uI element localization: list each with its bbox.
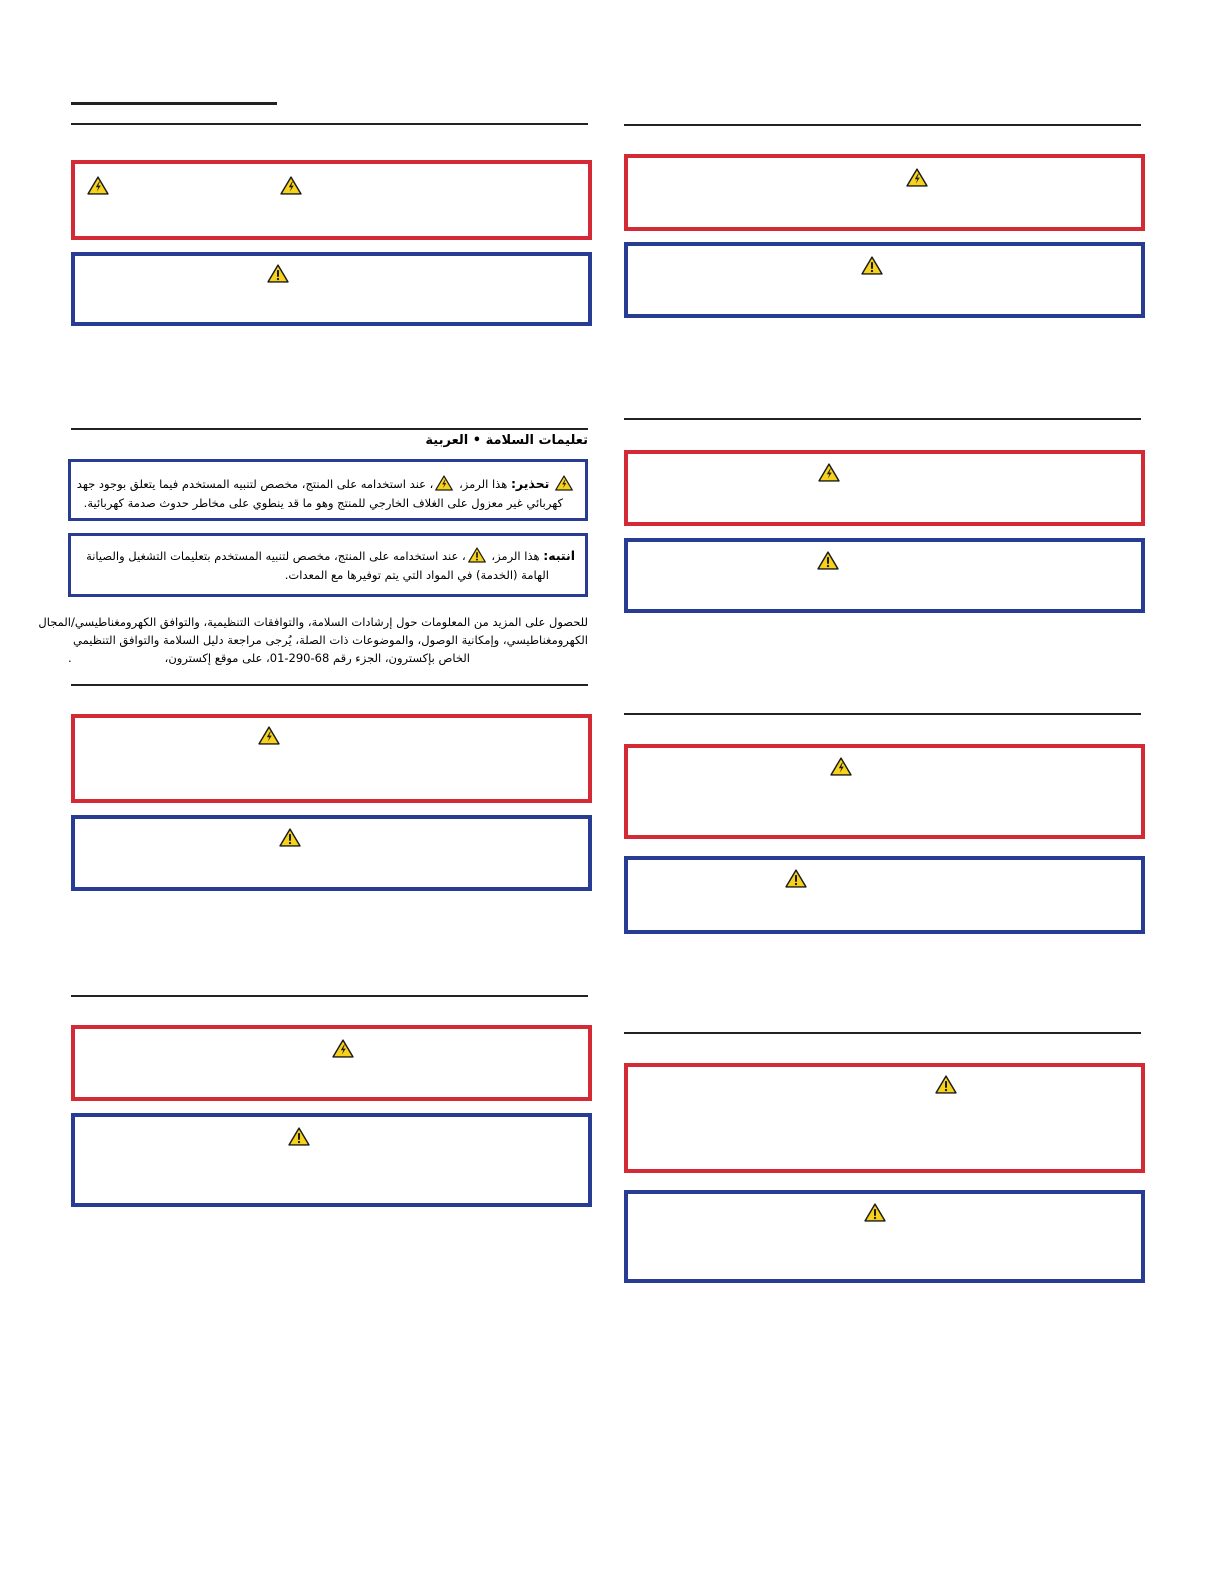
arabic-info-line-3: الخاص بإكسترون، الجزء رقم 68-290-01، على موقع إكسترون، . (68, 651, 470, 665)
warning-box-right-2 (624, 450, 1145, 526)
caution-box-left-2 (71, 815, 592, 891)
exclamation-caution-icon (864, 1203, 886, 1222)
exclamation-caution-icon (468, 547, 486, 563)
warning-box-left-3 (71, 1025, 592, 1101)
exclamation-caution-icon (935, 1075, 957, 1094)
arabic-info-paragraph (38, 613, 588, 667)
arabic-warning-text-pre: هذا الرمز، (459, 477, 508, 491)
electric-shock-warning-icon (435, 475, 453, 491)
exclamation-caution-icon (267, 264, 289, 283)
caution-box-left-3 (71, 1113, 592, 1207)
section-rule-left-3 (71, 684, 588, 686)
exclamation-caution-icon (288, 1127, 310, 1146)
arabic-caution-line-1 (75, 546, 575, 566)
warning-box-right-1 (624, 154, 1145, 231)
section-rule-right-1 (624, 124, 1141, 126)
exclamation-caution-icon (785, 869, 807, 888)
caution-box-right-3 (624, 856, 1145, 934)
section-rule-right-2 (624, 418, 1141, 420)
warning-box-left-1 (71, 160, 592, 240)
arabic-caution-text-post: ، عند استخدامه على المنتج، مخصص لتنبيه المستخدم بتعليمات التشغيل والصيانة (86, 549, 466, 563)
section-rule-right-3 (624, 713, 1141, 715)
caution-box-right-2 (624, 538, 1145, 613)
arabic-warning-label: تحذير: (510, 476, 550, 491)
section-rule-arabic (71, 428, 588, 430)
section-rule-right-4 (624, 1032, 1141, 1034)
exclamation-caution-icon (861, 256, 883, 275)
arabic-info-line-1: للحصول على المزيد من المعلومات حول إرشادات السلامة، والتوافقات التنظيمية، والتوافق الكهرومغناطيسي/المجال (38, 615, 588, 629)
arabic-warning-text-post: ، عند استخدامه على المنتج، مخصص لتنبيه المستخدم فيما يتعلق بوجود جهد (76, 477, 434, 491)
warning-box-right-3 (624, 744, 1145, 839)
electric-shock-warning-icon (280, 176, 302, 195)
arabic-section-heading: تعليمات السلامة • العربية (425, 433, 588, 448)
electric-shock-warning-icon (906, 168, 928, 187)
electric-shock-warning-icon (818, 463, 840, 482)
section-rule-left-4 (71, 995, 588, 997)
caution-box-right-4 (624, 1190, 1145, 1283)
electric-shock-warning-icon (555, 475, 573, 491)
arabic-caution-line-2: الهامة (الخدمة) في المواد التي يتم توفيرها مع المعدات. (284, 568, 549, 582)
arabic-warning-box (68, 459, 588, 521)
arabic-caution-text-pre: هذا الرمز، (491, 549, 540, 563)
arabic-warning-line-1 (75, 474, 575, 494)
electric-shock-warning-icon (332, 1039, 354, 1058)
section-rule-left-1 (71, 123, 588, 125)
caution-box-right-1 (624, 242, 1145, 318)
arabic-info-line-2: الكهرومغناطيسي، وإمكانية الوصول، والموضوعات ذات الصلة، يُرجى مراجعة دليل السلامة والتوافق التنظيمي (72, 633, 588, 647)
arabic-caution-label: انتبه: (543, 548, 575, 563)
arabic-caution-box (68, 533, 588, 597)
caution-box-left-1 (71, 252, 592, 326)
electric-shock-warning-icon (830, 757, 852, 776)
exclamation-caution-icon (817, 551, 839, 570)
warning-box-right-4 (624, 1063, 1145, 1173)
electric-shock-warning-icon (87, 176, 109, 195)
electric-shock-warning-icon (258, 726, 280, 745)
exclamation-caution-icon (279, 828, 301, 847)
arabic-warning-line-2: كهربائي غير معزول على الغلاف الخارجي للمنتج وهو ما قد ينطوي على مخاطر حدوث صدمة كهربائية. (83, 496, 563, 510)
top-short-rule (71, 102, 277, 105)
warning-box-left-2 (71, 714, 592, 803)
